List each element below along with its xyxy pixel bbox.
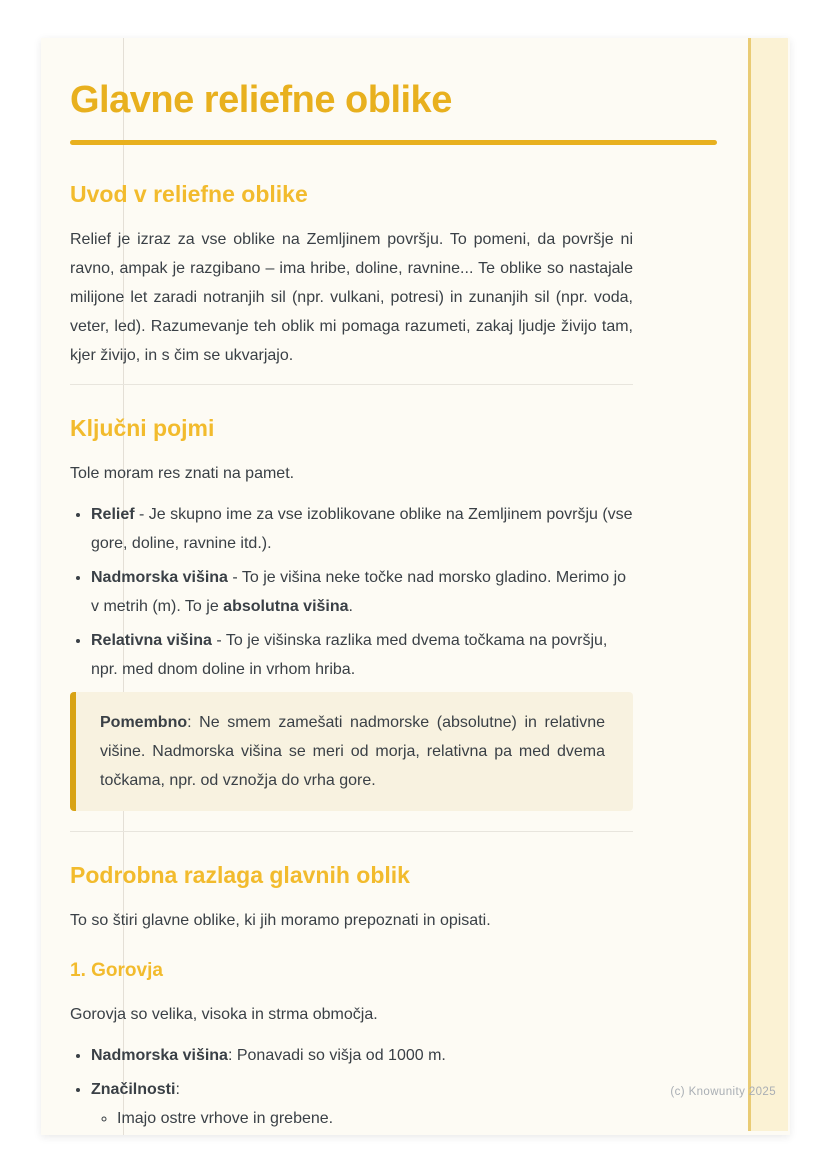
term-label: Relativna višina: [91, 632, 212, 649]
list-item: [91, 1041, 633, 1070]
callout-label: Pomembno: [100, 714, 188, 731]
subsection-heading-gorovja: 1. Gorovja: [70, 960, 163, 981]
intro-paragraph: Relief je izraz za vse oblike na Zemljinem površju. To pomeni, da površje ni ravno, ampak je razgibano – ima hribe, doline, ravnine... Te oblike so nastajale milijone let zaradi notranjih sil (npr. vulkani, potresi) in zunanjih sil (npr. voda, veter, led). Razumevanje teh oblik mi pomaga razumeti, zakaj ljudje živijo tam, kjer živijo, in s čim se ukvarjajo.: [70, 231, 633, 364]
term-label: Nadmorska višina: [91, 569, 228, 586]
term-definition: :: [175, 1081, 180, 1098]
section-heading-key-terms: Ključni pojmi: [70, 415, 215, 441]
term-emphasis: absolutna višina: [223, 598, 349, 615]
important-callout: [70, 692, 633, 811]
gorovja-lead: Gorovja so velika, visoka in strma območja.: [70, 1006, 378, 1023]
callout-text: : Ne smem zamešati nadmorske (absolutne) in relativne višine. Nadmorska višina se meri od morja, relativna pa med dvema točkama, npr. od vznožja do vrha gore.: [100, 714, 605, 789]
term-label: Relief: [91, 506, 135, 523]
section-heading-intro: Uvod v reliefne oblike: [70, 181, 308, 207]
term-label: Nadmorska višina: [91, 1047, 228, 1064]
term-definition: - Je skupno ime za vse izoblikovane oblike na Zemljinem površju (vse gore, doline, ravnine itd.).: [91, 506, 633, 552]
term-definition-tail: .: [348, 598, 353, 615]
key-terms-lead: Tole moram res znati na pamet.: [70, 465, 295, 482]
section-heading-details: Podrobna razlaga glavnih oblik: [70, 862, 410, 888]
term-definition: : Ponavadi so višja od 1000 m.: [227, 1047, 446, 1064]
footer-credit: (c) Knowunity 2025: [670, 1086, 776, 1098]
gorovja-sub-list: [91, 1104, 633, 1133]
list-item: [91, 500, 633, 558]
document-page: [41, 38, 790, 1135]
title-underline-rule: [70, 140, 717, 145]
list-item: [91, 1075, 633, 1133]
list-item: [91, 626, 633, 684]
gorovja-list: [70, 1041, 633, 1133]
page-title: Glavne reliefne oblike: [70, 79, 452, 121]
list-item: [91, 563, 633, 621]
details-lead: To so štiri glavne oblike, ki jih moramo prepoznati in opisati.: [70, 912, 491, 929]
document-content: [70, 38, 717, 1133]
term-label: Značilnosti: [91, 1081, 176, 1098]
section-divider: [70, 384, 633, 385]
section-divider: [70, 831, 633, 832]
term-definition: - To je višinska razlika med dvema točkama na površju, npr. med dnom doline in vrhom hriba.: [91, 632, 608, 678]
right-margin-band: [748, 38, 788, 1131]
key-terms-list: [70, 500, 633, 684]
sub-list-item: ◦ Imajo ostre vrhove in grebene.: [117, 1104, 633, 1133]
term-definition: - To je višina neke točke nad morsko gladino. Merimo jo v metrih (m). To je: [91, 569, 627, 615]
